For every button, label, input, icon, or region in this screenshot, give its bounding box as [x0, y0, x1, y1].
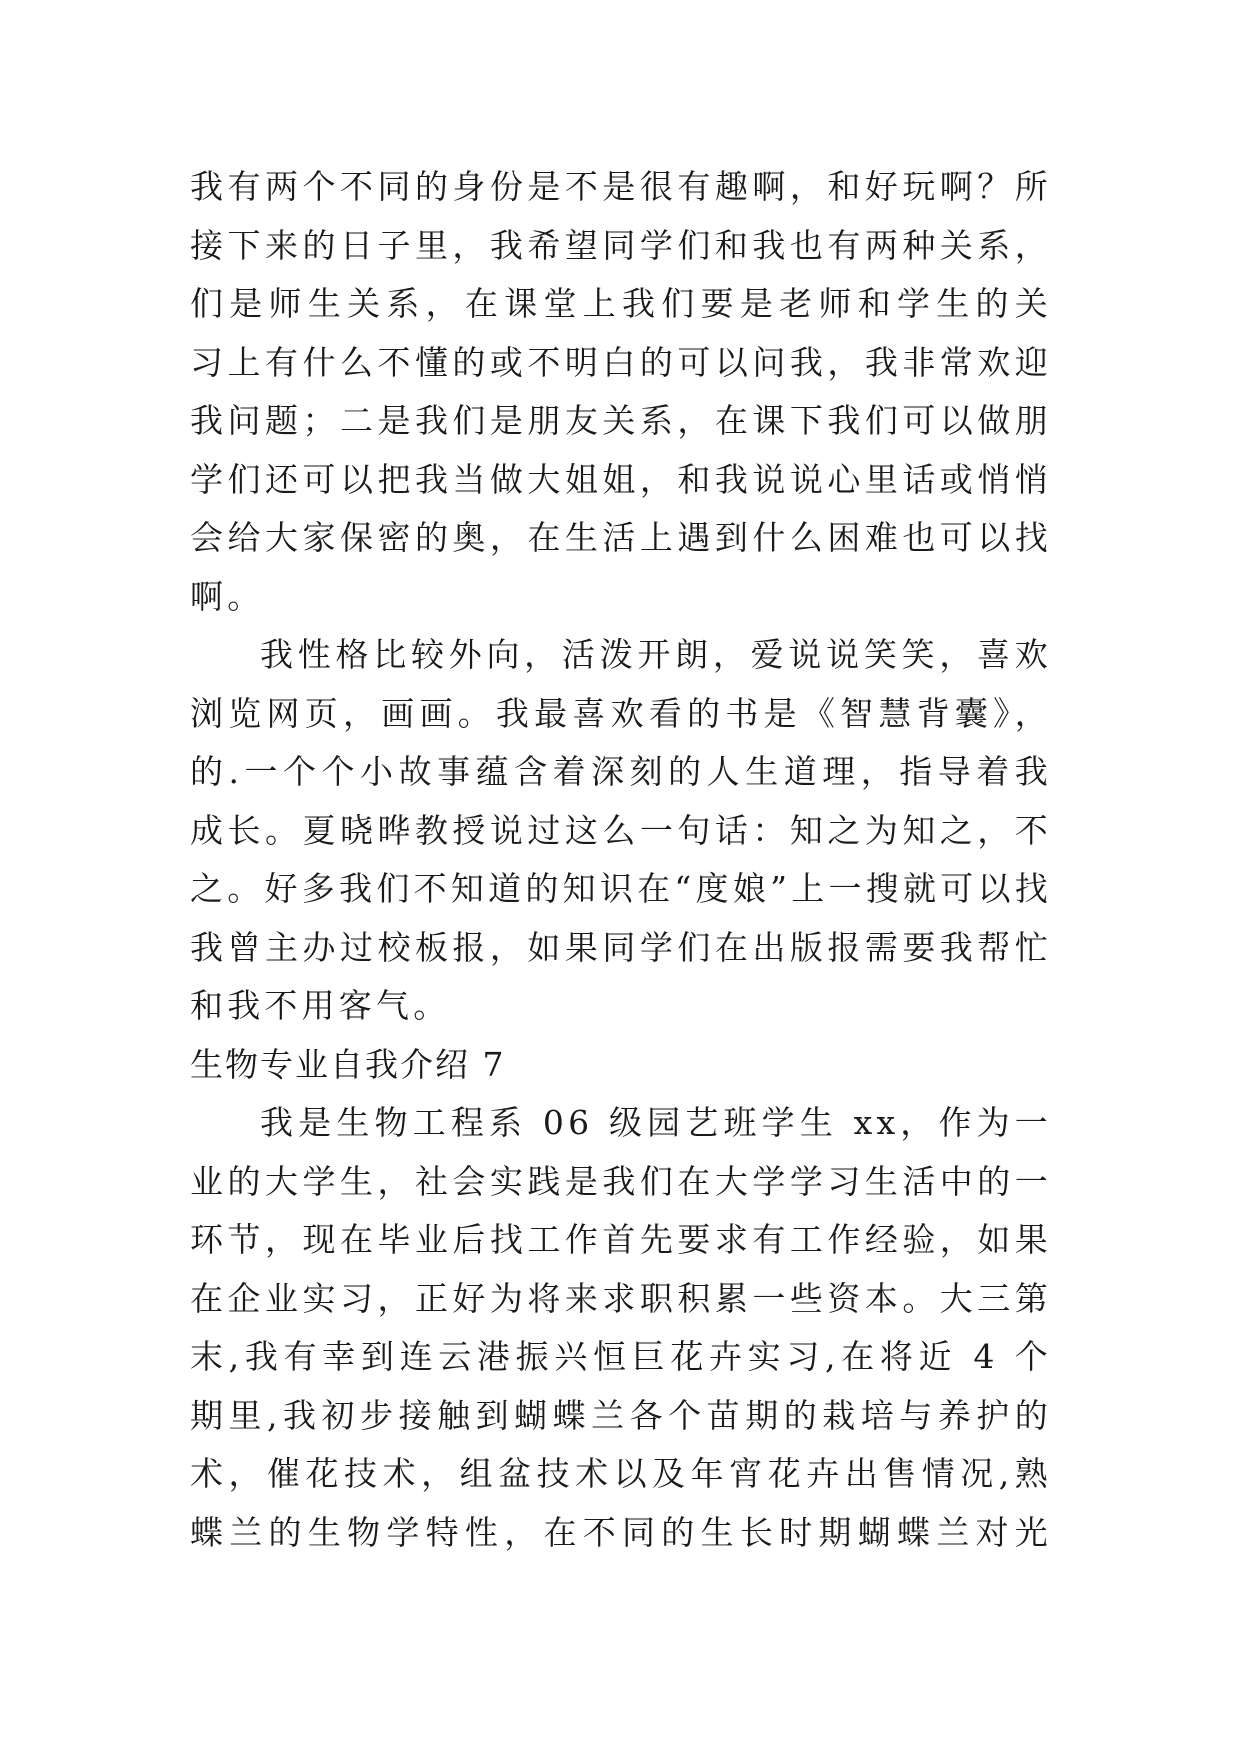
text-line: 和我不用客气。: [190, 986, 451, 1025]
text-line: 我曾主办过校板报，如果同学们在出版报需要我帮忙: [190, 927, 1052, 967]
text-line: 期里,我初步接触到蝴蝶兰各个苗期的栽培与养护的: [190, 1395, 1052, 1435]
text-line: 会给大家保密的奥，在生活上遇到什么困难也可以找: [190, 518, 1052, 557]
body-text: [190, 158, 1052, 1562]
text-line: 我是生物工程系 06 级园艺班学生 xx，作为一: [260, 1103, 1052, 1142]
section-heading: 生物专业自我介绍 7: [190, 1044, 506, 1084]
text-line: 成长。夏晓晔教授说过这么一句话：知之为知之，不: [190, 810, 1052, 850]
text-line: 蝶兰的生物学特性，在不同的生长时期蝴蝶兰对光: [190, 1512, 1052, 1552]
text-line: 环节，现在毕业后找工作首先要求有工作经验，如果: [190, 1220, 1052, 1259]
text-line: 在企业实习，正好为将来求职积累一些资本。大三第: [190, 1278, 1052, 1318]
text-line: 们是师生关系，在课堂上我们要是老师和学生的关: [190, 284, 1052, 323]
text-line: 习上有什么不懂的或不明白的可以问我，我非常欢迎: [190, 342, 1052, 382]
text-line: 业的大学生，社会实践是我们在大学学习生活中的一: [190, 1161, 1052, 1201]
text-line: 我性格比较外向，活泼开朗，爱说说笑笑，喜欢: [260, 635, 1052, 674]
text-line: 接下来的日子里，我希望同学们和我也有两种关系，: [190, 225, 1052, 265]
text-line: 啊。: [190, 576, 265, 616]
text-line: 术，催花技术，组盆技术以及年宵花卉出售情况,熟: [190, 1454, 1052, 1493]
text-line: 学们还可以把我当做大姐姐，和我说说心里话或悄悄: [190, 459, 1052, 499]
text-line: 我问题；二是我们是朋友关系，在课下我们可以做朋: [190, 401, 1052, 440]
text-line: 的.一个个小故事蕴含着深刻的人生道理，指导着我: [190, 752, 1052, 791]
text-line: 之。好多我们不知道的知识在“度娘”上一搜就可以找: [190, 869, 1052, 908]
text-line: 浏览网页，画画。我最喜欢看的书是《智慧背囊》，: [190, 693, 1052, 733]
text-line: 末,我有幸到连云港振兴恒巨花卉实习,在将近 4 个: [190, 1337, 1052, 1376]
text-line: 我有两个不同的身份是不是很有趣啊，和好玩啊？所: [190, 167, 1052, 206]
